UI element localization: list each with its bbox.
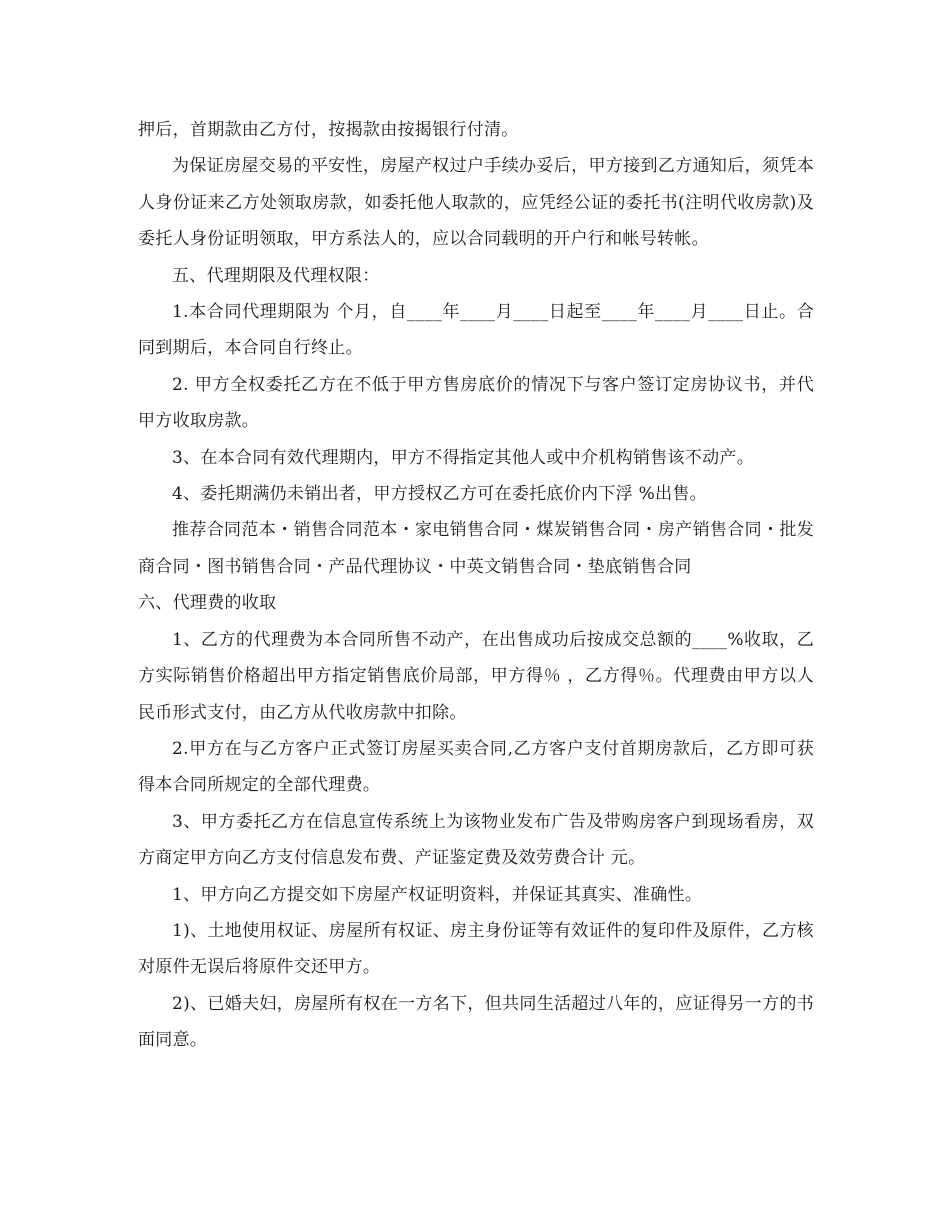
paragraph-12: 3、甲方委托乙方在信息宣传系统上为该物业发布广告及带购房客户到现场看房，双方商定甲方向乙方支付信息发布费、产证鉴定费及效劳费合计 元。: [138, 811, 814, 869]
section-heading-5: 五、代理期限及代理权限：: [172, 265, 380, 286]
section-heading-6: 六、代理费的收取: [138, 593, 277, 614]
paragraph-10: 1、乙方的代理费为本合同所售不动产，在出售成功后按成交总额的____%收取，乙方实际销售价格超出甲方指定销售底价局部，甲方得％ ，乙方得％。代理费由甲方以人民币形式支付，由乙方从代收房款中扣除。: [138, 629, 814, 723]
recommended-templates: 推荐合同范本・销售合同范本・家电销售合同・煤炭销售合同・房产销售合同・批发商合同・图书销售合同・产品代理协议・中英文销售合同・垫底销售合同: [138, 520, 814, 577]
paragraph-11: 2.甲方在与乙方客户正式签订房屋买卖合同,乙方客户支付首期房款后，乙方即可获得本合同所规定的全部代理费。: [138, 738, 814, 796]
paragraph-5: 2. 甲方全权委托乙方在不低于甲方售房底价的情况下与客户签订定房协议书，并代甲方收取房款。: [138, 374, 814, 432]
paragraph-6: 3、在本合同有效代理期内，甲方不得指定其他人或中介机构销售该不动产。: [172, 447, 755, 468]
paragraph-15: 2)、已婚夫妇，房屋所有权在一方名下，但共同生活超过八年的，应证得另一方的书面同意。: [138, 993, 814, 1051]
paragraph-4: 1.本合同代理期限为 个月，自____年____月____日起至____年____月____日止。合同到期后，本合同自行终止。: [138, 302, 814, 359]
paragraph-1: 押后，首期款由乙方付，按揭款由按揭银行付清。: [138, 120, 519, 140]
paragraph-7: 4、委托期满仍未销出者，甲方授权乙方可在委托底价内下浮 %出售。: [172, 484, 707, 505]
paragraph-14: 1)、土地使用权证、房屋所有权证、房主身份证等有效证件的复印件及原件，乙方核对原件无误后将原件交还甲方。: [138, 920, 814, 978]
paragraph-2: 为保证房屋交易的平安性，房屋产权过户手续办妥后，甲方接到乙方通知后，须凭本人身份证来乙方处领取房款，如委托他人取款的，应凭经公证的委托书(注明代收房款)及委托人身份证明领取，甲方系法人的，应以合同载明的开户行和帐号转帐。: [138, 156, 814, 250]
paragraph-13: 1、甲方向乙方提交如下房屋产权证明资料，并保证其真实、准确性。: [172, 884, 703, 905]
document-body: [138, 112, 814, 1059]
